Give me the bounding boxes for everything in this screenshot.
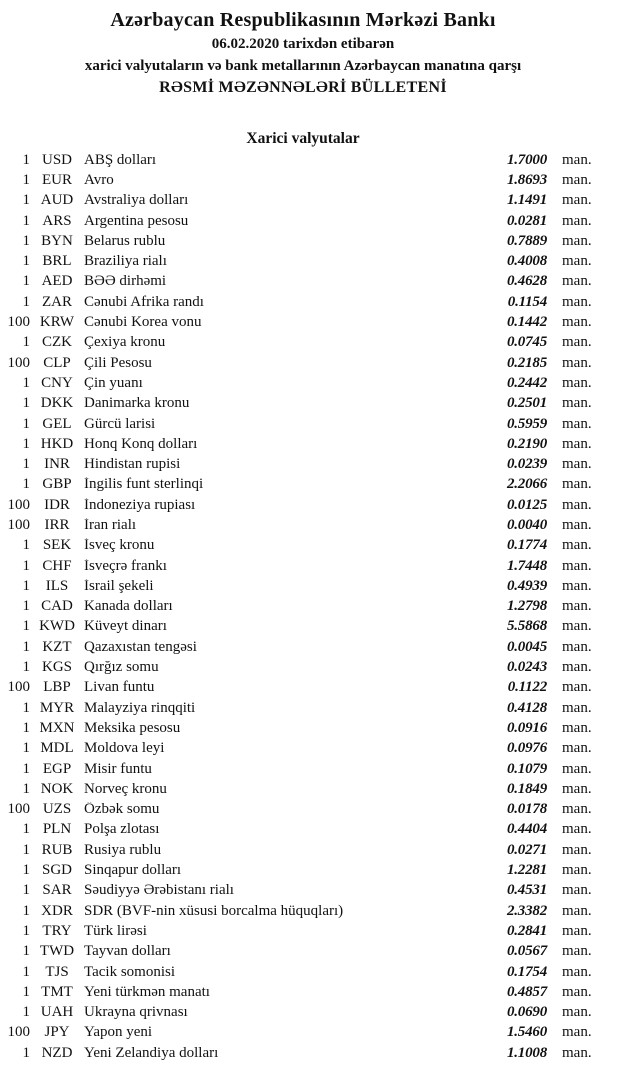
currency-code-cell: SGD <box>41 862 72 879</box>
currency-code-cell: IRR <box>44 516 70 533</box>
currency-name-cell: Malayziya rinqqiti <box>84 700 196 716</box>
currency-code-cell: CZK <box>42 334 72 351</box>
rate-value-cell: 0.0916 <box>506 719 547 736</box>
currency-code-cell: SEK <box>42 537 72 554</box>
unit-label-cell: man. <box>562 1004 592 1021</box>
currency-name-cell: Çexiya kronu <box>84 335 166 351</box>
rate-row <box>6 272 600 292</box>
currency-code-cell: KWD <box>39 618 75 635</box>
rate-value-cell: 0.0690 <box>506 1004 547 1021</box>
quantity-cell: 1 <box>22 273 30 290</box>
currency-code-cell: MYR <box>39 699 75 716</box>
quantity-cell: 1 <box>22 841 30 858</box>
currency-code-cell: GBP <box>42 476 72 493</box>
rate-value-cell: 0.1122 <box>507 679 547 696</box>
currency-name-cell: ABŞ dolları <box>84 152 157 168</box>
unit-label-cell: man. <box>562 374 592 391</box>
currency-code-cell: CNY <box>41 374 73 391</box>
currency-code-cell: ILS <box>45 577 69 594</box>
currency-code-cell: TJS <box>45 963 69 980</box>
unit-label-cell: man. <box>562 862 592 879</box>
unit-label-cell: man. <box>562 334 592 351</box>
unit-label-cell: man. <box>562 821 592 838</box>
unit-label-cell: man. <box>562 516 592 533</box>
rate-row <box>6 800 600 820</box>
rate-row <box>6 353 600 373</box>
rate-row <box>6 1023 600 1043</box>
currency-name-cell: Ukrayna qrivnası <box>84 1005 188 1021</box>
quantity-cell: 1 <box>22 922 30 939</box>
currency-code-cell: IDR <box>44 496 70 513</box>
currency-name-cell: Çili Pesosu <box>84 355 152 371</box>
currency-name-cell: İran rialı <box>84 517 137 533</box>
currency-code-cell: KRW <box>39 314 75 331</box>
quantity-cell: 1 <box>22 1004 30 1021</box>
quantity-cell: 1 <box>22 638 30 655</box>
currency-name-cell: Avstraliya dolları <box>84 193 189 209</box>
quantity-cell: 1 <box>22 598 30 615</box>
rate-row <box>6 597 600 617</box>
quantity-cell: 1 <box>22 1044 30 1061</box>
rate-row <box>6 576 600 596</box>
quantity-cell: 1 <box>22 577 30 594</box>
quantity-cell: 1 <box>22 395 30 412</box>
currency-name-cell: Yeni türkmən manatı <box>84 984 210 1000</box>
currency-code-cell: SAR <box>42 882 72 899</box>
unit-label-cell: man. <box>562 841 592 858</box>
rate-value-cell: 0.4857 <box>506 983 547 1000</box>
currency-code-cell: BYN <box>41 232 73 249</box>
rate-value-cell: 0.2841 <box>506 922 547 939</box>
rate-row <box>6 657 600 677</box>
rate-value-cell: 0.1849 <box>506 780 547 797</box>
rate-row <box>6 292 600 312</box>
rate-row <box>6 860 600 880</box>
currency-code-cell: USD <box>41 151 72 168</box>
rate-row <box>6 1002 600 1022</box>
quantity-cell: 1 <box>22 253 30 270</box>
quantity-cell: 1 <box>22 192 30 209</box>
currency-code-cell: DKK <box>40 395 74 412</box>
rate-value-cell: 1.7000 <box>506 151 547 168</box>
rate-row <box>6 231 600 251</box>
currency-name-cell: Braziliya rialı <box>84 254 167 270</box>
rate-value-cell: 0.4628 <box>506 273 547 290</box>
unit-label-cell: man. <box>562 801 592 818</box>
currency-name-cell: Qırğız somu <box>84 660 159 676</box>
unit-label-cell: man. <box>562 232 592 249</box>
rate-value-cell: 0.1774 <box>506 537 547 554</box>
quantity-cell: 1 <box>22 882 30 899</box>
rate-value-cell: 0.4531 <box>506 882 547 899</box>
currency-name-cell: Türk lirəsi <box>84 923 147 939</box>
currency-code-cell: GEL <box>42 415 72 432</box>
currency-code-cell: RUB <box>41 841 73 858</box>
rate-row <box>6 718 600 738</box>
rate-row <box>6 617 600 637</box>
currency-code-cell: UAH <box>40 1004 74 1021</box>
rate-value-cell: 0.0745 <box>506 334 547 351</box>
currency-code-cell: JPY <box>44 1024 70 1041</box>
rate-value-cell: 0.4128 <box>506 699 547 716</box>
currency-name-cell: İndoneziya rupiası <box>84 497 196 513</box>
currency-code-cell: NZD <box>41 1044 73 1061</box>
quantity-cell: 1 <box>22 232 30 249</box>
unit-label-cell: man. <box>562 253 592 270</box>
currency-code-cell: INR <box>44 456 70 473</box>
rate-row <box>6 191 600 211</box>
currency-name-cell: Səudiyyə Ərəbistanı rialı <box>84 883 234 899</box>
quantity-cell: 1 <box>22 415 30 432</box>
currency-name-cell: Gürcü larisi <box>84 416 156 432</box>
rate-row <box>6 475 600 495</box>
quantity-cell: 1 <box>22 293 30 310</box>
currency-code-cell: TWD <box>39 943 75 960</box>
currency-code-cell: CHF <box>42 557 72 574</box>
rate-value-cell: 0.2190 <box>506 435 547 452</box>
unit-label-cell: man. <box>562 192 592 209</box>
currency-code-cell: UZS <box>42 801 72 818</box>
currency-code-cell: CAD <box>41 598 73 615</box>
quantity-cell: 1 <box>22 943 30 960</box>
section-title-foreign-currencies: Xarici valyutalar <box>246 130 360 147</box>
rate-value-cell: 0.1154 <box>507 293 547 310</box>
unit-label-cell: man. <box>562 314 592 331</box>
quantity-cell: 1 <box>22 435 30 452</box>
rate-value-cell: 1.1491 <box>506 192 547 209</box>
currency-name-cell: İsveçrə frankı <box>84 558 167 574</box>
rate-value-cell: 0.0976 <box>506 740 547 757</box>
quantity-cell: 1 <box>22 780 30 797</box>
unit-label-cell: man. <box>562 537 592 554</box>
currency-name-cell: SDR (BVF-nin xüsusi borcalma hüquqları) <box>84 903 344 919</box>
currency-name-cell: Norveç kronu <box>84 781 167 797</box>
currency-name-cell: Argentina pesosu <box>84 213 189 229</box>
currency-code-cell: TMT <box>41 983 73 1000</box>
currency-name-cell: Polşa zlotası <box>84 822 160 838</box>
unit-label-cell: man. <box>562 740 592 757</box>
currency-code-cell: HKD <box>40 435 74 452</box>
quantity-cell: 100 <box>7 516 30 533</box>
currency-name-cell: Yapon yeni <box>84 1025 153 1041</box>
quantity-cell: 100 <box>7 801 30 818</box>
rate-value-cell: 0.4404 <box>506 821 547 838</box>
currency-name-cell: Rusiya rublu <box>84 842 162 858</box>
unit-label-cell: man. <box>562 882 592 899</box>
unit-label-cell: man. <box>562 212 592 229</box>
currency-code-cell: TRY <box>42 922 72 939</box>
rate-row <box>6 495 600 515</box>
rate-value-cell: 1.1008 <box>506 1044 547 1061</box>
currency-code-cell: LBP <box>43 679 71 696</box>
effective-date: 06.02.2020 tarixdən etibarən <box>211 36 395 52</box>
currency-name-cell: Avro <box>84 172 114 188</box>
rate-row <box>6 962 600 982</box>
unit-label-cell: man. <box>562 476 592 493</box>
bulletin-subtitle: xarici valyutaların və bank metallarının Azərbaycan manatına qarşı <box>84 58 522 74</box>
rate-value-cell: 1.2281 <box>506 862 547 879</box>
unit-label-cell: man. <box>562 496 592 513</box>
unit-label-cell: man. <box>562 435 592 452</box>
currency-name-cell: İngilis funt sterlinqi <box>84 477 204 493</box>
currency-code-cell: MDL <box>40 740 74 757</box>
rate-row <box>6 1043 600 1063</box>
rate-value-cell: 0.1754 <box>506 963 547 980</box>
currency-name-cell: Tacik somonisi <box>84 964 176 980</box>
unit-label-cell: man. <box>562 699 592 716</box>
rate-row <box>6 921 600 941</box>
currency-code-cell: KGS <box>41 659 72 676</box>
currency-code-cell: ZAR <box>42 293 72 310</box>
quantity-cell: 1 <box>22 821 30 838</box>
currency-name-cell: Cənubi Afrika randı <box>84 294 204 310</box>
currency-name-cell: BƏƏ dirhəmi <box>84 274 167 290</box>
unit-label-cell: man. <box>562 618 592 635</box>
rate-value-cell: 0.0125 <box>506 496 547 513</box>
rate-row <box>6 414 600 434</box>
rate-value-cell: 2.2066 <box>506 476 547 493</box>
unit-label-cell: man. <box>562 719 592 736</box>
quantity-cell: 1 <box>22 719 30 736</box>
rate-row <box>6 170 600 190</box>
rate-value-cell: 0.0567 <box>506 943 547 960</box>
quantity-cell: 1 <box>22 374 30 391</box>
rate-value-cell: 0.7889 <box>506 232 547 249</box>
rates-table-body <box>6 150 600 1063</box>
currency-code-cell: KZT <box>42 638 72 655</box>
currency-code-cell: PLN <box>42 821 72 838</box>
unit-label-cell: man. <box>562 760 592 777</box>
currency-code-cell: MXN <box>39 719 75 736</box>
rate-value-cell: 0.1442 <box>506 314 547 331</box>
rate-row <box>6 840 600 860</box>
unit-label-cell: man. <box>562 415 592 432</box>
currency-name-cell: Danimarka kronu <box>84 396 190 412</box>
currency-name-cell: Misir funtu <box>84 761 152 777</box>
quantity-cell: 1 <box>22 456 30 473</box>
currency-code-cell: AUD <box>40 192 74 209</box>
currency-code-cell: NOK <box>40 780 74 797</box>
rate-row <box>6 373 600 393</box>
unit-label-cell: man. <box>562 963 592 980</box>
rate-value-cell: 2.3382 <box>506 902 547 919</box>
rate-row <box>6 678 600 698</box>
rate-value-cell: 0.4939 <box>506 577 547 594</box>
quantity-cell: 1 <box>22 334 30 351</box>
bulletin-title: RƏSMİ MƏZƏNNƏLƏRİ BÜLLETENİ <box>159 79 447 96</box>
unit-label-cell: man. <box>562 293 592 310</box>
rate-row <box>6 637 600 657</box>
rate-value-cell: 1.8693 <box>506 171 547 188</box>
rate-row <box>6 820 600 840</box>
rate-value-cell: 0.0243 <box>506 659 547 676</box>
rate-row <box>6 251 600 271</box>
quantity-cell: 1 <box>22 151 30 168</box>
quantity-cell: 1 <box>22 618 30 635</box>
unit-label-cell: man. <box>562 659 592 676</box>
currency-code-cell: AED <box>41 273 73 290</box>
currency-name-cell: Cənubi Korea vonu <box>84 315 202 331</box>
currency-name-cell: Kanada dolları <box>84 599 173 615</box>
currency-name-cell: Tayvan dolları <box>84 944 171 960</box>
unit-label-cell: man. <box>562 1024 592 1041</box>
unit-label-cell: man. <box>562 679 592 696</box>
unit-label-cell: man. <box>562 273 592 290</box>
quantity-cell: 100 <box>7 354 30 371</box>
currency-name-cell: Sinqapur dolları <box>84 863 182 879</box>
rate-row <box>6 759 600 779</box>
quantity-cell: 1 <box>22 659 30 676</box>
rate-row <box>6 779 600 799</box>
rate-value-cell: 0.4008 <box>506 253 547 270</box>
rate-row <box>6 901 600 921</box>
quantity-cell: 100 <box>7 1024 30 1041</box>
currency-name-cell: Moldova leyi <box>84 741 165 757</box>
rate-value-cell: 0.5959 <box>506 415 547 432</box>
rate-value-cell: 1.5460 <box>506 1024 547 1041</box>
rate-row <box>6 515 600 535</box>
unit-label-cell: man. <box>562 902 592 919</box>
quantity-cell: 1 <box>22 537 30 554</box>
rate-row <box>6 556 600 576</box>
rate-row <box>6 698 600 718</box>
unit-label-cell: man. <box>562 1044 592 1061</box>
document-header <box>6 7 600 99</box>
currency-code-cell: CLP <box>43 354 71 371</box>
currency-name-cell: Belarus rublu <box>84 233 166 249</box>
rate-value-cell: 0.0178 <box>506 801 547 818</box>
rate-row <box>6 739 600 759</box>
rate-value-cell: 0.2442 <box>506 374 547 391</box>
unit-label-cell: man. <box>562 598 592 615</box>
quantity-cell: 100 <box>7 314 30 331</box>
currency-code-cell: ARS <box>42 212 72 229</box>
currency-name-cell: Çin yuanı <box>84 375 143 391</box>
unit-label-cell: man. <box>562 151 592 168</box>
rate-row <box>6 312 600 332</box>
quantity-cell: 1 <box>22 476 30 493</box>
rate-row <box>6 982 600 1002</box>
rate-row <box>6 881 600 901</box>
rate-row <box>6 536 600 556</box>
rate-value-cell: 1.2798 <box>506 598 547 615</box>
quantity-cell: 1 <box>22 557 30 574</box>
quantity-cell: 1 <box>22 171 30 188</box>
currency-name-cell: Qazaxıstan tengəsi <box>84 639 197 655</box>
quantity-cell: 1 <box>22 740 30 757</box>
currency-name-cell: İsveç kronu <box>84 538 155 554</box>
rate-value-cell: 0.0281 <box>506 212 547 229</box>
rate-value-cell: 0.0271 <box>506 841 547 858</box>
unit-label-cell: man. <box>562 456 592 473</box>
currency-name-cell: Livan funtu <box>84 680 155 696</box>
rate-row <box>6 333 600 353</box>
currency-name-cell: Hindistan rupisi <box>84 457 181 473</box>
quantity-cell: 1 <box>22 699 30 716</box>
rate-value-cell: 0.1079 <box>506 760 547 777</box>
rate-value-cell: 0.2185 <box>506 354 547 371</box>
currency-code-cell: XDR <box>41 902 73 919</box>
quantity-cell: 1 <box>22 963 30 980</box>
currency-code-cell: EUR <box>42 171 72 188</box>
rate-value-cell: 0.0239 <box>506 456 547 473</box>
rate-row <box>6 434 600 454</box>
unit-label-cell: man. <box>562 983 592 1000</box>
unit-label-cell: man. <box>562 557 592 574</box>
currency-name-cell: Honq Konq dolları <box>84 436 198 452</box>
unit-label-cell: man. <box>562 395 592 412</box>
rate-row <box>6 942 600 962</box>
currency-code-cell: BRL <box>42 253 72 270</box>
rate-value-cell: 0.0040 <box>506 516 547 533</box>
rate-value-cell: 1.7448 <box>506 557 547 574</box>
rate-value-cell: 0.2501 <box>506 395 547 412</box>
unit-label-cell: man. <box>562 780 592 797</box>
unit-label-cell: man. <box>562 922 592 939</box>
currency-name-cell: İsrail şekeli <box>84 578 154 594</box>
quantity-cell: 1 <box>22 760 30 777</box>
rate-row <box>6 211 600 231</box>
rate-value-cell: 0.0045 <box>506 638 547 655</box>
quantity-cell: 1 <box>22 983 30 1000</box>
bank-name-title: Azərbaycan Respublikasının Mərkəzi Bankı <box>110 9 496 31</box>
unit-label-cell: man. <box>562 943 592 960</box>
quantity-cell: 1 <box>22 212 30 229</box>
quantity-cell: 100 <box>7 679 30 696</box>
rate-row <box>6 150 600 170</box>
currency-name-cell: Özbək somu <box>84 802 160 818</box>
quantity-cell: 1 <box>22 902 30 919</box>
currency-name-cell: Meksika pesosu <box>84 720 181 736</box>
unit-label-cell: man. <box>562 171 592 188</box>
rate-row <box>6 394 600 414</box>
quantity-cell: 1 <box>22 862 30 879</box>
unit-label-cell: man. <box>562 577 592 594</box>
currency-name-cell: Küveyt dinarı <box>84 619 167 635</box>
rate-value-cell: 5.5868 <box>506 618 547 635</box>
unit-label-cell: man. <box>562 638 592 655</box>
rate-row <box>6 454 600 474</box>
currency-code-cell: EGP <box>42 760 72 777</box>
unit-label-cell: man. <box>562 354 592 371</box>
quantity-cell: 100 <box>7 496 30 513</box>
currency-name-cell: Yeni Zelandiya dolları <box>84 1045 219 1061</box>
